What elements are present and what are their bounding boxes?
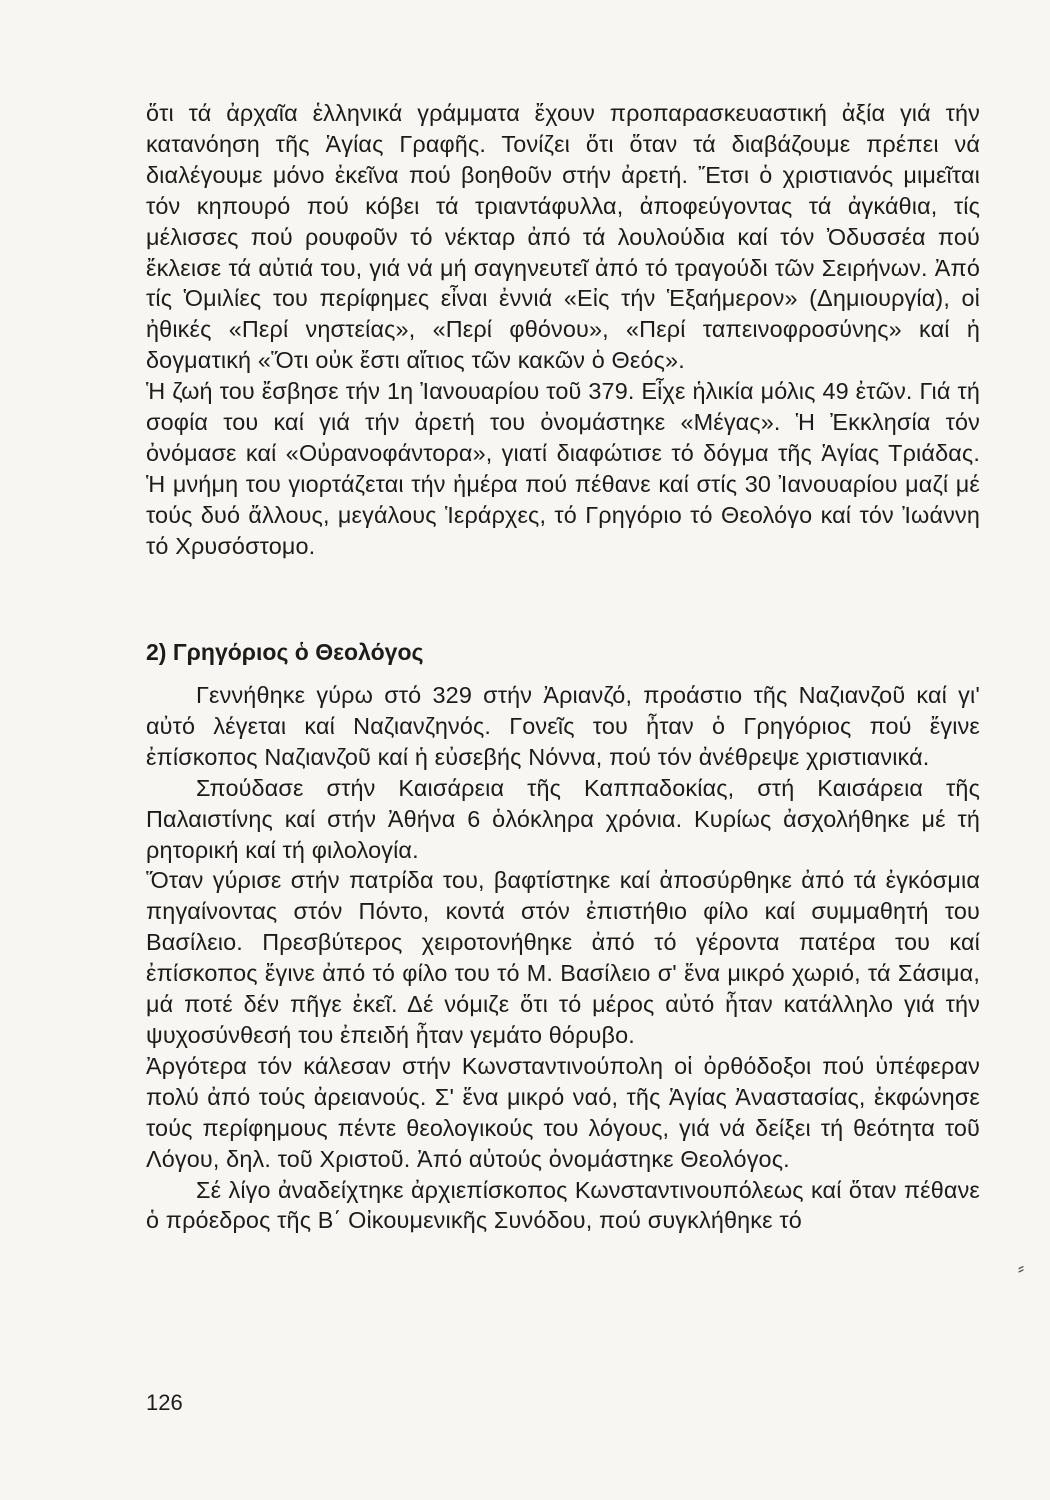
paragraph-studies: Σπούδασε στήν Καισάρεια τῆς Καππαδοκίας, στή Καισάρεια τῆς Παλαιστίνης καί στήν Ἀθήνα 6 ὁλόκληρα χρόνια. Κυρίως ἀσχολήθηκε μέ τή ρητορική καί τή φιλολογία. — [146, 774, 980, 863]
section1-text — [146, 98, 980, 562]
section-heading: 2) Γρηγόριος ὁ Θεολόγος — [146, 639, 424, 665]
paragraph-birth: Γεννήθηκε γύρω στό 329 στήν Ἀριανζό, προάστιο τῆς Ναζιανζοῦ καί γι' αὐτό λέγεται καί Ναζιανζηνός. Γονεῖς του ἦταν ὁ Γρηγόριος πού ἔγινε ἐπίσκοπος Ναζιανζοῦ καί ἡ εὐσεβής Νόννα, πού τόν ἀνέθρεψε χριστιανικά. — [146, 682, 980, 770]
paragraph-basil-death: Ἡ ζωή του ἔσβησε τήν 1η Ἰανουαρίου τοῦ 379. Εἶχε ἡλικία μόλις 49 ἐτῶν. Γιά τή σοφία του καί γιά τήν ἀρετή του ὀνομάστηκε «Μέγας». Ἡ Ἐκκλησία τόν ὀνόμασε καί «Οὐρανοφάντορα», γιατί διαφώτισε τό δόγμα τῆς Ἁγίας Τριάδας. Ἡ μνήμη του γιορτάζεται τήν ἡμέρα πού πέθανε καί στίς 30 Ἰανουαρίου μαζί μέ τούς δυό ἄλλους, μεγάλους Ἱεράρχες, τό Γρηγόριο τό Θεολόγο καί τόν Ἰωάννη τό Χρυσόστομο. — [146, 378, 980, 559]
pen-mark-icon: ⸗ — [1018, 1258, 1024, 1278]
paragraph-constantinople: Ἀργότερα τόν κάλεσαν στήν Κωνσταντινούπολη οἱ ὀρθόδοξοι πού ὑπέφεραν πολύ ἀπό τούς ἀρειανούς. Σ' ἕνα μικρό ναό, τῆς Ἁγίας Ἀναστασίας, ἐκφώνησε τούς περίφημους πέντε θεολογικούς του λόγους, γιά νά δείξει τή θεότητα τοῦ Λόγου, δηλ. τοῦ Χριστοῦ. Ἀπό αὐτούς ὀνομάστηκε Θεολόγος. — [146, 1052, 980, 1172]
section2-text — [146, 680, 980, 1236]
paragraph-archbishop: Σέ λίγο ἀναδείχτηκε ἀρχιεπίσκοπος Κωνσταντινουπόλεως καί ὅταν πέθανε ὁ πρόεδρος τῆς Β΄ Οἰκουμενικῆς Συνόδου, πού συγκλήθηκε τό — [146, 1176, 980, 1234]
paragraph-basil-homilies: ὅτι τά ἀρχαῖα ἑλληνικά γράμματα ἔχουν προπαρασκευαστική ἀξία γιά τήν κατανόηση τῆς Ἁγίας Γραφῆς. Τονίζει ὅτι ὅταν τά διαβάζουμε πρέπει νά διαλέγουμε μόνο ἐκεῖνα πού βοηθοῦν στήν ἀρετή. Ἔτσι ὁ χριστιανός μιμεῖται τόν κηπουρό πού κόβει τά τριαντάφυλλα, ἀποφεύγοντας τά ἀγκάθια, τίς μέλισσες πού ρουφοῦν τό νέκταρ ἀπό τά λουλούδια καί τόν Ὀδυσσέα πού ἔκλεισε τά αὐτιά του, γιά νά μή σαγηνευτεῖ ἀπό τό τραγούδι τῶν Σειρήνων. Ἀπό τίς Ὁμιλίες του περίφημες εἶναι ἐννιά «Εἰς τήν Ἑξαήμερον» (Δημιουργία), οἱ ἠθικές «Περί νηστείας», «Περί φθόνου», «Περί ταπεινοφροσύνης» καί ἡ δογματική «Ὅτι οὐκ ἔστι αἴτιος τῶν κακῶν ὁ Θεός». — [146, 100, 980, 374]
page-number: 126 — [146, 1390, 183, 1415]
paragraph-return: Ὅταν γύρισε στήν πατρίδα του, βαφτίστηκε καί ἀποσύρθηκε ἀπό τά ἐγκόσμια πηγαίνοντας στόν Πόντο, κοντά στόν ἐπιστήθιο φίλο καί συμμαθητή του Βασίλειο. Πρεσβύτερος χειροτονήθηκε ἀπό τό γέροντα πατέρα του καί ἐπίσκοπος ἔγινε ἀπό τό φίλο του τό Μ. Βασίλειο σ' ἕνα μικρό χωριό, τά Σάσιμα, μά ποτέ δέν πῆγε ἐκεῖ. Δέ νόμιζε ὅτι τό μέρος αὐτό ἦταν κατάλληλο γιά τήν ψυχοσύνθεσή του ἐπειδή ἦταν γεμάτο θόρυβο. — [146, 867, 980, 1048]
